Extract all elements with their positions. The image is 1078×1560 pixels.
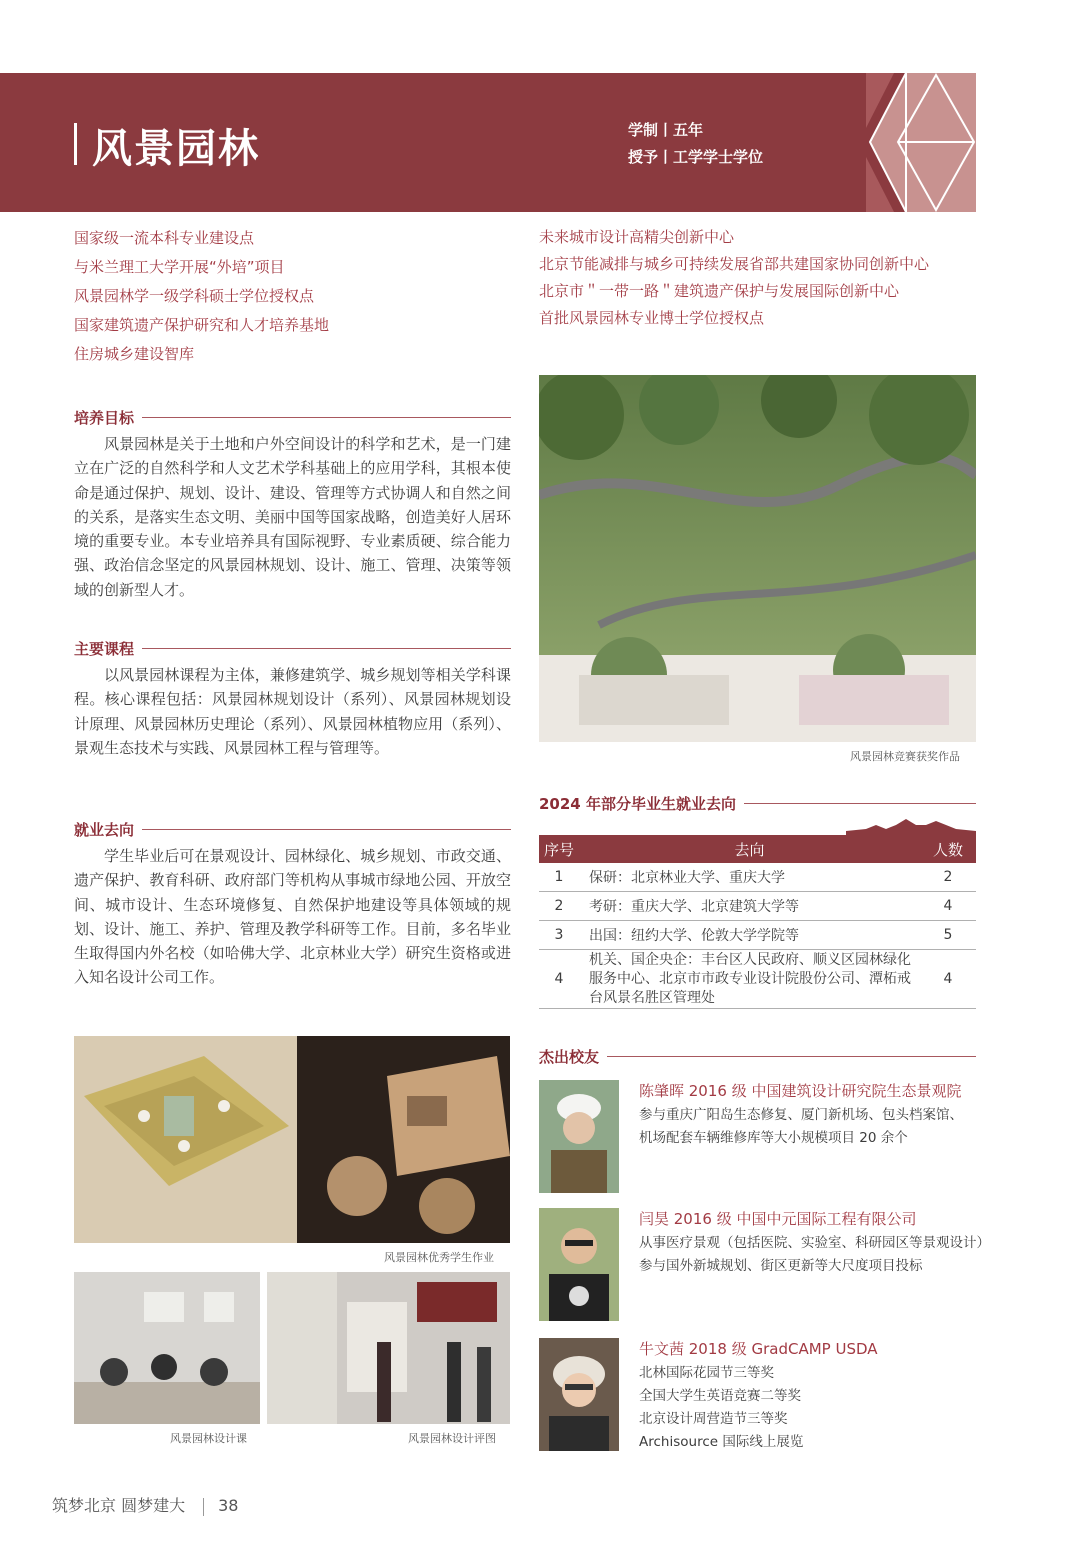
caption-design-review: 风景园林设计评图	[408, 1432, 496, 1445]
title-bar-mark	[74, 123, 77, 165]
row-count: 5	[943, 927, 953, 943]
alumni-card	[539, 1080, 976, 1195]
competition-photo	[539, 375, 976, 742]
alumni-line: 机场配套车辆维修库等大小规模项目 20 余个	[639, 1130, 908, 1146]
duration-info: 学制丨五年	[628, 121, 704, 139]
alumni-description	[639, 1362, 803, 1454]
alumni-name: 闫昊 2016 级 中国中元国际工程有限公司	[639, 1210, 917, 1228]
row-count: 4	[943, 970, 953, 987]
alumni-line: 北林国际花园节三等奖	[639, 1365, 774, 1381]
footer-separator	[203, 1498, 204, 1516]
degree-info: 授予丨工学学士学位	[628, 148, 764, 166]
alumni-header	[539, 1045, 976, 1067]
section-divider	[607, 1056, 976, 1057]
section-title: 杰出校友	[539, 1047, 600, 1066]
page-number: 38	[218, 1496, 239, 1515]
header-banner	[0, 73, 866, 212]
highlight-item: 北京节能减排与城乡可持续发展省部共建国家协同创新中心	[539, 255, 930, 273]
highlight-item: 住房城乡建设智库	[74, 345, 195, 363]
section-divider	[744, 803, 976, 804]
alumni-line: 从事医疗景观（包括医院、实验室、科研园区等景观设计）	[639, 1235, 990, 1251]
section-career	[74, 818, 511, 990]
header-no: 序号	[543, 840, 574, 859]
alumni-line: Archisource 国际线上展览	[639, 1434, 804, 1450]
highlight-item: 风景园林学一级学科硕士学位授权点	[74, 287, 315, 305]
student-work-photo-model-plan	[74, 1036, 297, 1243]
caption-competition: 风景园林竞赛获奖作品	[850, 750, 960, 763]
table-row	[539, 892, 976, 921]
section-divider	[142, 648, 511, 649]
row-no: 4	[554, 970, 564, 987]
header-destination: 去向	[734, 840, 765, 859]
row-destination: 出国：纽约大学、伦敦大学学院等	[589, 928, 799, 944]
row-no: 2	[554, 898, 564, 914]
row-count: 2	[943, 869, 953, 885]
alumni-line: 参与重庆广阳岛生态修复、厦门新机场、包头档案馆、	[639, 1107, 963, 1123]
table-header	[539, 835, 976, 863]
alumni-photo	[539, 1208, 619, 1321]
table-row	[539, 921, 976, 950]
design-review-photo	[267, 1272, 510, 1424]
highlights-left	[74, 224, 329, 369]
caption-design-class: 风景园林设计课	[170, 1432, 247, 1445]
section-title: 2024 年部分毕业生就业去向	[539, 794, 736, 813]
section-divider	[142, 829, 511, 830]
row-destination: 机关、国企央企：丰台区人民政府、顺义区园林绿化服务中心、北京市市政专业设计院股份公司、潭柘戒台风景名胜区管理处	[589, 951, 911, 1006]
row-no: 1	[554, 869, 564, 885]
highlight-item: 国家级一流本科专业建设点	[74, 229, 255, 247]
page-title: 风景园林	[92, 126, 260, 172]
alumni-name: 陈肇晖 2016 级 中国建筑设计研究院生态景观院	[639, 1082, 962, 1100]
employment-header	[539, 792, 976, 814]
section-body: 学生毕业后可在景观设计、园林绿化、城乡规划、市政交通、遗产保护、教育科研、政府部门等机构从事城市绿地公园、开放空间、城市设计、生态环境修复、自然保护地建设等具体领域的规划、设计、施工、养护、管理及教学科研等工作。目前，多名毕业生取得国内外名校（如哈佛大学、北京林业大学）研究生资格或进入知名设计公司工作。	[74, 847, 511, 987]
alumni-card	[539, 1338, 976, 1453]
row-destination: 保研：北京林业大学、重庆大学	[589, 870, 785, 886]
highlight-item: 与米兰理工大学开展“外培”项目	[74, 258, 285, 276]
section-body: 风景园林是关于土地和户外空间设计的科学和艺术，是一门建立在广泛的自然科学和人文艺术学科基础上的应用学科，其根本使命是通过保护、规划、设计、建设、管理等方式协调人和自然之间的关系，是落实生态文明、美丽中国等国家战略，创造美好人居环境的重要专业。本专业培养具有国际视野、专业素质硬、综合能力强、政治信念坚定的风景园林规划、设计、施工、管理、决策等领域的创新型人才。	[74, 435, 511, 599]
alumni-line: 北京设计周营造节三等奖	[639, 1411, 788, 1427]
row-no: 3	[554, 927, 564, 943]
highlight-item: 国家建筑遗产保护研究和人才培养基地	[74, 316, 330, 334]
alumni-photo	[539, 1080, 619, 1193]
alumni-description	[639, 1232, 990, 1278]
highlights-right	[539, 224, 929, 332]
section-main-courses	[74, 637, 511, 760]
alumni-card	[539, 1208, 990, 1323]
section-title: 主要课程	[74, 639, 135, 658]
alumni-line: 参与国外新城规划、街区更新等大尺度项目投标	[639, 1258, 923, 1274]
highlight-item: 北京市＂一带一路＂建筑遗产保护与发展国际创新中心	[539, 282, 900, 300]
student-work-photo-model-building	[297, 1036, 510, 1243]
section-body: 以风景园林课程为主体，兼修建筑学、城乡规划等相关学科课程。核心课程包括：风景园林规划设计（系列）、风景园林规划设计原理、风景园林历史理论（系列）、风景园林植物应用（系列）、景观生态技术与实践、风景园林工程与管理等。	[74, 666, 511, 757]
alumni-line: 全国大学生英语竞赛二等奖	[639, 1388, 801, 1404]
section-divider	[142, 417, 511, 418]
table-row	[539, 950, 976, 1009]
footer-slogan: 筑梦北京 圆梦建大	[52, 1496, 186, 1515]
page-footer	[52, 1493, 238, 1516]
highlight-item: 首批风景园林专业博士学位授权点	[539, 309, 765, 327]
header-count: 人数	[932, 840, 963, 859]
caption-student-work: 风景园林优秀学生作业	[384, 1251, 494, 1264]
alumni-description	[639, 1104, 963, 1150]
roof-silhouette-decoration	[846, 817, 976, 835]
row-destination: 考研：重庆大学、北京建筑大学等	[589, 899, 799, 915]
section-training-goal	[74, 406, 511, 602]
table-row	[539, 863, 976, 892]
alumni-name: 牛文茜 2018 级 GradCAMP USDA	[639, 1340, 878, 1358]
employment-table	[539, 835, 976, 1009]
alumni-photo	[539, 1338, 619, 1451]
banner-geometric-decoration	[866, 73, 976, 212]
section-title: 培养目标	[74, 408, 135, 427]
design-class-photo	[74, 1272, 260, 1424]
section-title: 就业去向	[74, 820, 135, 839]
highlight-item: 未来城市设计高精尖创新中心	[539, 228, 735, 246]
row-count: 4	[943, 898, 953, 914]
